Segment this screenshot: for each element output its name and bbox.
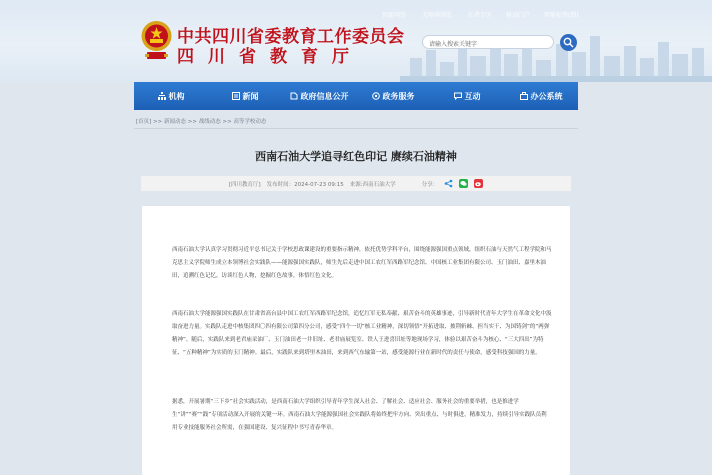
nav-label: 新闻 <box>242 91 259 101</box>
nav-item-gov-info[interactable] <box>282 82 356 110</box>
meta-time: 发布时间：2024-07-23 09:15 <box>266 181 344 188</box>
top-link-qa[interactable]: 智能问答 <box>382 12 407 19</box>
article-meta <box>141 176 571 191</box>
qq-share-icon[interactable] <box>444 179 453 188</box>
meta-source-prefix: [四川教育厅] <box>228 181 261 188</box>
org-title-line2: 四川省教育厅 <box>177 47 363 67</box>
office-icon <box>520 92 528 100</box>
nav-item-org[interactable] <box>134 82 208 110</box>
search-icon <box>563 37 574 48</box>
wechat-share-icon[interactable] <box>459 179 468 188</box>
site-header <box>0 0 712 82</box>
top-link-mobile[interactable]: 移动门户 <box>506 12 531 19</box>
org-icon <box>158 92 166 100</box>
search-button[interactable] <box>560 34 577 51</box>
chat-icon <box>454 92 462 100</box>
share-label: 分享： <box>421 181 439 188</box>
nav-item-news[interactable] <box>208 82 282 110</box>
nav-label: 互动 <box>464 91 481 101</box>
breadcrumb[interactable]: [首页] >> 新闻动态 >> 战线动态 >> 高等学校动态 <box>134 113 578 129</box>
article-title: 西南石油大学追寻红色印记 赓续石油精神 <box>255 150 457 163</box>
national-emblem-icon <box>140 18 173 62</box>
top-link-accessibility[interactable]: 无障碍浏览 <box>422 12 453 19</box>
nav-label: 机构 <box>168 91 185 101</box>
article-body <box>141 205 571 475</box>
article-paragraph: 西南石油大学能源强国实践队在甘肃省高台县中国工农红军西路军纪念馆，追忆红军无私奉献、艰苦奋斗的英雄事迹，引导新时代青年大学生在革命文化中汲取奋进力量。实践队走进中核集团四〇四有限公司第四分公司，感受“四个一切”核工业精神，深切领悟“开拓进取、披荆斩棘、担当实干、为国铸剑”的“两弹精神”。随后，实践队来到老君庙采油厂、玉门油田老一井旧址、老君庙展览室、铁人王进喜旧址等地现场学习，体验以艰苦奋斗为核心、“三大四出”为特征、“五种精神”为实质的玉门精神。最后，实践队来到塔里木油田，来到西气东输第一站，感受能源行业在新时代的责任与使命，感受科技强国的力量。 <box>172 311 552 356</box>
nav-item-office[interactable] <box>504 82 578 110</box>
main-nav <box>134 82 578 110</box>
nav-label: 政务服务 <box>382 91 415 101</box>
service-icon <box>372 92 380 100</box>
news-icon <box>232 92 240 100</box>
top-link-elderly[interactable]: 长者专区 <box>468 12 493 19</box>
weibo-share-icon[interactable] <box>474 179 483 188</box>
nav-label: 政府信息公开 <box>300 91 349 101</box>
org-title-line1: 中共四川省委教育工作委员会 <box>177 27 405 47</box>
article-paragraph: 据悉，开展暑期“三下乡”社会实践活动，是西南石油大学组织引导青年学生深入社会、了解社会、适应社会、服务社会的重要举措，也是推进学生“讲”“赛”“践”专项活动深入开展的关键一环。西南石油大学能源强国社会实践队将始终把牢方向、突出重点、与时俱进，精准发力，持续引导实践队员利用专业技能服务社会所需，在强国建设、复兴征程中书写青春华章。 <box>172 399 547 431</box>
meta-from: 来源:西南石油大学 <box>349 181 396 188</box>
nav-item-interact[interactable] <box>430 82 504 110</box>
nav-label: 办公系统 <box>530 91 563 101</box>
top-link-smart-tag[interactable]: 智能标签(搜) <box>544 12 579 19</box>
search-input[interactable]: 请输入搜索关键字 <box>422 35 554 49</box>
article-paragraph: 西南石油大学认真学习贯彻习近平总书记关于学校思政课建设的重要指示精神，依托优势学科平台，围绕能源强国重点领域，组织石油与天然气工程学院和马克思主义学院师生成立本领博社会实践队——能源强国实践队，师生先后走进中国工农红军西路军纪念馆、中国核工业集团有限公司、玉门油田、嘉里木油田，追溯红色记忆，访谈红色人物，挖掘红色故事，体悟红色文化。 <box>172 247 552 279</box>
top-links <box>382 10 584 19</box>
nav-item-service[interactable] <box>356 82 430 110</box>
doc-icon <box>290 92 298 100</box>
